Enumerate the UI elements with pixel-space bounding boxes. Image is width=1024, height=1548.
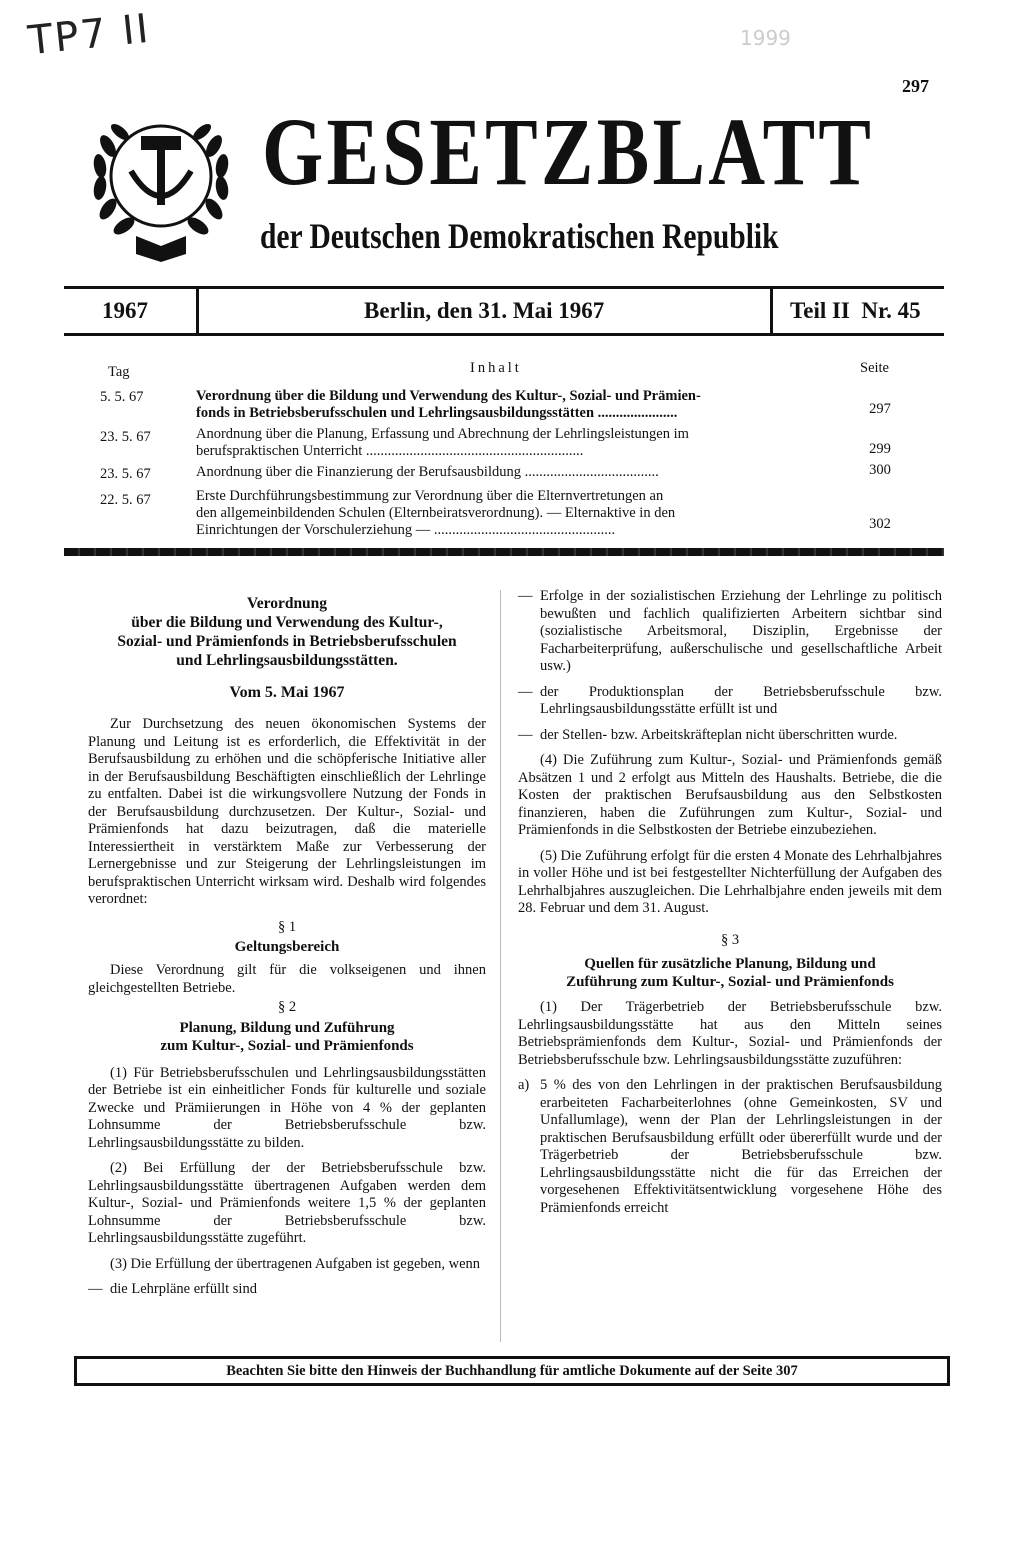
toc-entry-date: 23. 5. 67: [100, 429, 151, 445]
section-3-paragraph-1: (1) Der Trägerbetrieb der Betriebsberufsschule bzw. Lehrlingsausbildungsstätte hat aus den Mitteln seines Betriebsprämienfonds dem Kultur-, Sozial- und Prämienfonds der Betriebsberufsschule bzw. Lehrlingsausbildungsstätte zuzuführen:: [518, 999, 942, 1068]
toc-entry-line: Einrichtungen der Vorschulerziehung — ..................................................: [196, 522, 616, 538]
toc-entry-line: berufspraktischen Unterricht ............................................................: [196, 443, 584, 459]
toc-entry-date: 22. 5. 67: [100, 492, 151, 508]
condition-item: [518, 684, 942, 719]
left-column: [88, 594, 486, 1307]
section-2-title-line: zum Kultur-, Sozial- und Prämienfonds: [160, 1037, 414, 1054]
toc-entry-line: Anordnung über die Finanzierung der Berufsausbildung .....................................: [196, 464, 659, 480]
info-divider: [196, 286, 199, 336]
section-2-paragraph-2: (2) Bei Erfüllung der der Betriebsberufsschule bzw. Lehrlingsausbildungsstätte übertragenen Aufgaben werden dem Kultur-, Sozial- und Prämienfonds weitere 1,5 % der geplanten Lohnsumme der Betriebsberufsschule bzw. Lehrlingsausbildungsstätte zugeführt.: [88, 1160, 486, 1246]
issue-year: 1967: [102, 298, 148, 323]
section-3-title-line: Zuführung zum Kultur-, Sozial- und Prämienfonds: [566, 974, 894, 990]
condition-text: die Lehrpläne erfüllt sind: [110, 1281, 257, 1297]
toc-entry-line: den allgemeinbildenden Schulen (Elternbeiratsverordnung). — Elternaktive in den: [196, 505, 676, 521]
ordinance-title-line: über die Bildung und Verwendung des Kultur-,: [131, 614, 443, 631]
section-1-text: Diese Verordnung gilt für die volkseigenen und ihnen gleichgestellten Betriebe.: [88, 962, 486, 996]
footer-notice-text: Beachten Sie bitte den Hinweis der Buchhandlung für amtliche Dokumente auf der Seite 307: [226, 1362, 798, 1379]
footer-notice: [74, 1356, 950, 1386]
info-divider: [770, 286, 773, 336]
handwritten-note: TP7 II: [25, 5, 153, 65]
list-label: a): [518, 1077, 530, 1093]
section-2-title: [88, 1019, 486, 1055]
condition-text: der Stellen- bzw. Arbeitskräfteplan nicht überschritten wurde.: [540, 726, 898, 743]
right-column: [518, 588, 942, 1225]
section-2-number: § 2: [277, 999, 297, 1015]
condition-text: der Produktionsplan der Betriebsberufsschule bzw. Lehrlingsausbildungsstätte erfüllt ist und: [540, 683, 942, 717]
list-item: [518, 1077, 942, 1217]
column-divider: [500, 590, 501, 1342]
toc-header-page: Seite: [860, 360, 889, 376]
toc-entry-page: 302: [869, 516, 891, 532]
section-2-paragraph-1: (1) Für Betriebsberufsschulen und Lehrlingsausbildungsstätten der Betriebe ist ein einheitlicher Fonds für kulturelle und soziale Zwecke und Prämiierungen in Höhe von 4 % der geplanten Lohnsumme der Betriebsberufsschule bzw. Lehrlingsausbildungsstätte zu bilden.: [88, 1064, 486, 1151]
condition-item: [88, 1281, 486, 1299]
condition-item: [518, 727, 942, 745]
toc-entry-page: 300: [869, 462, 891, 478]
dash-mark: —: [518, 588, 533, 604]
preamble-paragraph: Zur Durchsetzung des neuen ökonomischen Systems der Planung und Leitung ist es erforderlich, die Effektivität in der Berufsausbildung zu erhöhen und die schöpferische Initiative aller in der Berufsausbildung Beschäftigten einschließlich der Lehrlinge zu entfalten. Dabei ist die wirkungsvollere Nutzung der Fonds in der Berufsausbildung durchzusetzen. Der Kultur-, Sozial- und Prämienfonds hat dazu beizutragen, daß die materielle Interessiertheit in verstärktem Maße zur Verbesserung der Lernergebnisse und zur Steigerung der Lehrlingsleistungen im berufspraktischen Unterricht wirksam wird. Deshalb wird folgendes verordnet:: [88, 716, 486, 907]
dash-mark: —: [518, 683, 533, 700]
ordinance-title-line: Sozial- und Prämienfonds in Betriebsberufsschulen: [117, 633, 457, 650]
toc-entry-date: 23. 5. 67: [100, 466, 151, 482]
section-2-title-line: Planung, Bildung und Zuführung: [179, 1019, 395, 1036]
ordinance-date: Vom 5. Mai 1967: [229, 684, 345, 701]
section-1-title: Geltungsbereich: [234, 939, 340, 955]
section-rule: [64, 548, 944, 556]
toc-entry-page: 297: [869, 401, 891, 417]
toc-entry-date: 5. 5. 67: [100, 389, 144, 405]
condition-item: [518, 588, 942, 676]
toc-entry-line: fonds in Betriebsberufsschulen und Lehrlingsausbildungsstätten ......................: [196, 405, 678, 421]
dash-mark: —: [518, 726, 533, 743]
section-2-paragraph-3: (3) Die Erfüllung der übertragenen Aufgaben ist gegeben, wenn: [110, 1255, 481, 1272]
section-3-title-line: Quellen für zusätzliche Planung, Bildung und: [584, 956, 876, 972]
issue-place-date: Berlin, den 31. Mai 1967: [364, 298, 605, 323]
page-number: 297: [902, 76, 929, 96]
toc-header-date: Tag: [108, 364, 130, 380]
toc-entry-line: Anordnung über die Planung, Erfassung und Abrechnung der Lehrlingsleistungen im: [196, 426, 689, 442]
section-1-number: § 1: [277, 918, 297, 935]
toc-entry-line: Verordnung über die Bildung und Verwendung des Kultur-, Sozial- und Prämien-: [196, 388, 701, 404]
section-3-number: § 3: [720, 931, 740, 948]
dash-mark: —: [88, 1281, 103, 1297]
ordinance-title-line: Verordnung: [246, 595, 328, 612]
section-2-paragraph-4: (4) Die Zuführung zum Kultur-, Sozial- und Prämienfonds gemäß Absätzen 1 und 2 erfolgt aus Mitteln des Haushalts. Betriebe, die die Kosten der praktischen Berufsausbildung aus den Selbstkosten finanzieren, haben die Zuführungen zum Kultur-, Sozial- und Prämienfonds in die Selbstkosten der Betriebe einzubeziehen.: [518, 752, 942, 838]
ordinance-title-line: und Lehrlingsausbildungsstätten.: [176, 652, 398, 669]
toc-header-title: Inhalt: [470, 360, 522, 376]
issue-info-bar: [64, 286, 944, 336]
condition-text: Erfolge in der sozialistischen Erziehung der Lehrlinge zu politisch bewußten und fachlich qualifizierten Arbeitern sichtbar sind (sozialistische Arbeitsmoral, Disziplin, Ergebnisse der Facharbeiterprüfung, außerschulische und gesellschaftliche Arbeit usw.): [540, 588, 942, 674]
ordinance-title: [88, 594, 486, 670]
faint-handwriting: 1999: [740, 26, 791, 50]
issue-part-number: Teil II Nr. 45: [790, 298, 921, 323]
section-3-title: [518, 955, 942, 991]
masthead-subtitle: der Deutschen Demokratischen Republik: [260, 216, 779, 256]
list-text: 5 % des von den Lehrlingen in der praktischen Berufsausbildung erarbeiteten Facharbeiterlohnes (ohne Gemeinkosten, SV und Unfallumlage), wenn der Plan der Lehrlingsleistungen in der praktischen Berufsausbildung erfüllt oder übererfüllt wurde und der Trägerbetrieb der Betriebsberufsschule bzw. Lehrlingsausbildungsstätte nicht die für das Erreichen der vorgesehenen Effektivitätsentwicklung vorgesehene Höhe des Prämienfonds erreicht: [540, 1077, 942, 1216]
section-2-paragraph-5: (5) Die Zuführung erfolgt für die ersten 4 Monate des Lehrhalbjahres in voller Höhe und ist bei festgestellter Nichterfüllung der Aufgaben des Lehrhalbjahres auszugleichen. Die Lehrhalbjahre enden jeweils mit dem 28. Februar und dem 31. August.: [518, 847, 942, 916]
toc-entry-line: Erste Durchführungsbestimmung zur Verordnung über die Elternvertretungen an: [196, 488, 664, 504]
gdr-emblem-icon: [76, 96, 246, 270]
toc-entry-page: 299: [869, 441, 891, 457]
masthead-title: GESETZBLATT: [262, 98, 875, 205]
